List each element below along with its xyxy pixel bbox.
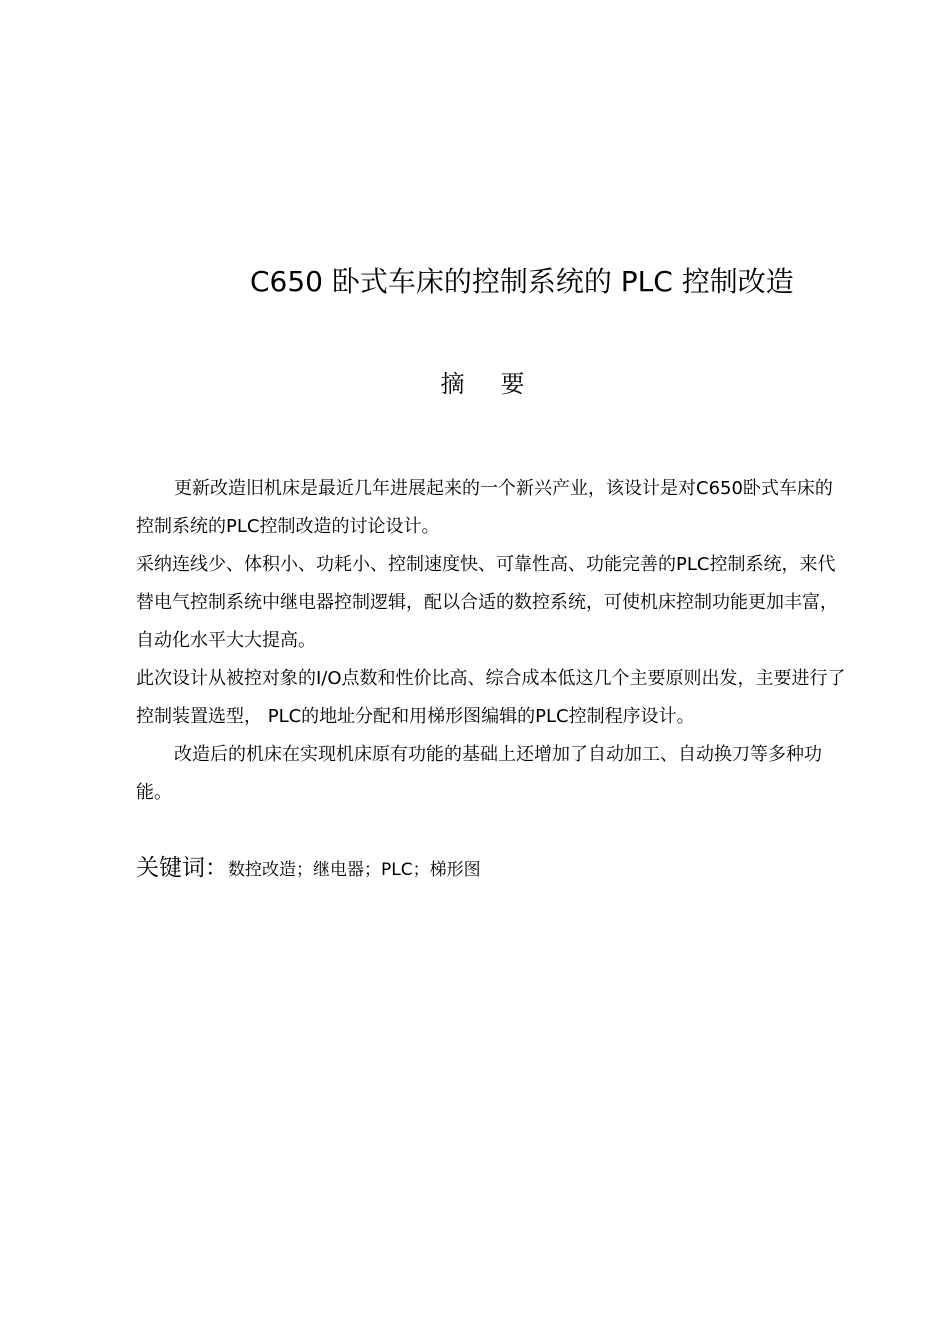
abstract-heading-char-2: 要 <box>500 370 525 398</box>
abstract-heading <box>0 366 950 402</box>
keywords-line <box>136 848 836 890</box>
abstract-paragraph-3: 此次设计从被控对象的I/O点数和性价比高、综合成本低这几个主要原则出发，主要进行了控制装置选型， PLC的地址分配和用梯形图编辑的PLC控制程序设计。 <box>136 668 846 727</box>
keywords-value: 数控改造；继电器；PLC；梯形图 <box>228 860 481 880</box>
abstract-body <box>136 470 846 812</box>
abstract-paragraph-4: 改造后的机床在实现机床原有功能的基础上还增加了自动加工、自动换刀等多种功能。 <box>136 744 822 803</box>
abstract-paragraph-2: 采纳连线少、体积小、功耗小、控制速度快、可靠性高、功能完善的PLC控制系统，来代替电气控制系统中继电器控制逻辑，配以合适的数控系统，可使机床控制功能更加丰富，自动化水平大大提高。 <box>136 554 838 651</box>
document-title: C650 卧式车床的控制系统的 PLC 控制改造 <box>250 265 794 298</box>
abstract-paragraph-1: 更新改造旧机床是最近几年进展起来的一个新兴产业，该设计是对C650卧式车床的控制系统的PLC控制改造的讨论设计。 <box>136 478 833 537</box>
abstract-heading-char-1: 摘 <box>440 370 465 398</box>
keywords-label: 关键词： <box>136 855 228 881</box>
